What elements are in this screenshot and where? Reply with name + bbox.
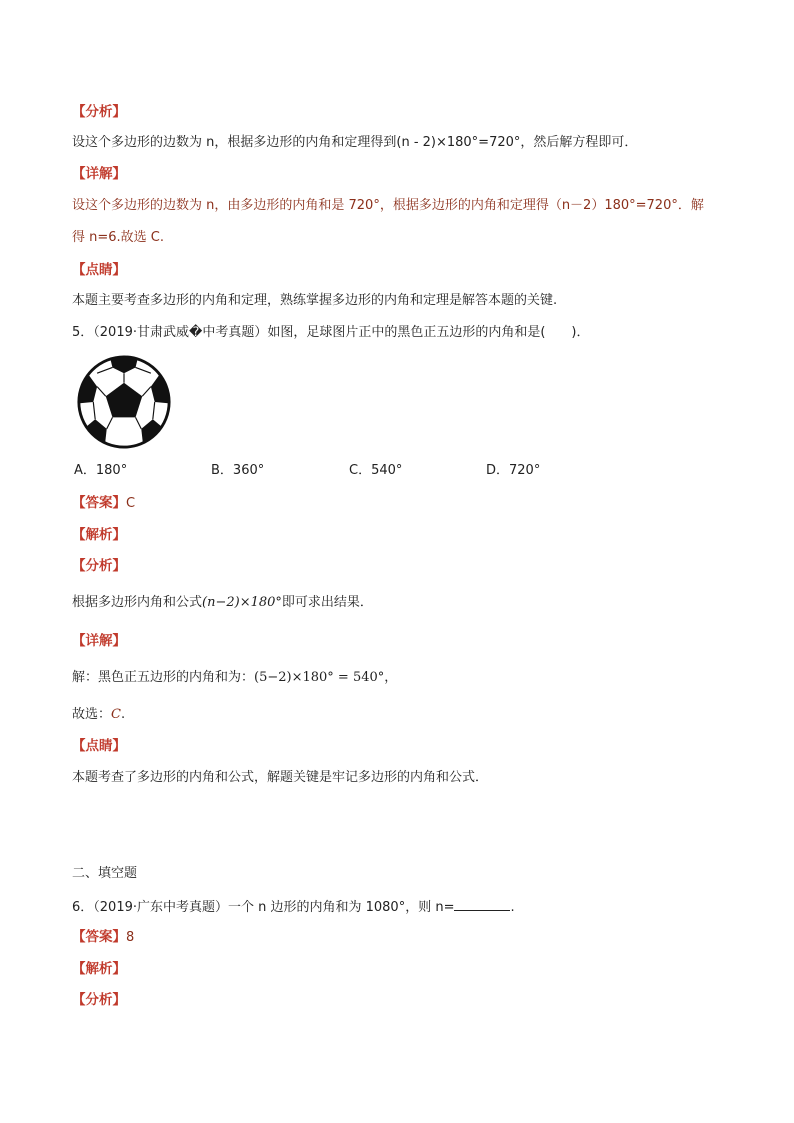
answer-value: 8 [126,930,135,945]
choose-line [72,706,125,724]
choose-post: . [120,707,126,722]
analysis-tag: 【分析】 [72,992,126,1008]
analysis-tag: 【分析】 [72,104,126,120]
detail-text [72,669,397,687]
option-d: D．720° [486,463,541,478]
section-title: 二、填空题 [72,866,138,881]
comment-tag: 【点睛】 [72,262,126,278]
detail-tag: 【详解】 [72,633,126,649]
question-6-stem-pre: 6．（2019·广东中考真题）一个 n 边形的内角和为 1080°，则 n= [72,900,455,915]
answer-blank [454,897,510,911]
option-a: A．180° [74,463,128,478]
analysis-text-post: 即可求出结果． [281,595,373,610]
detail-text-pre: 解：黑色正五边形的内角和为： [72,670,255,685]
question-6-stem [72,897,515,917]
soccer-ball-image [76,354,172,450]
analysis-tag: 【分析】 [72,558,126,574]
detail-text-line1: 设这个多边形的边数为 n，由多边形的内角和是 720°，根据多边形的内角和定理得（n－2）180°=720°．解 [72,198,704,213]
answer-tag: 【答案】 [72,495,126,511]
analysis-formula: (n−2)×180° [202,595,282,610]
detail-text-line2: 得 n=6.故选 C. [72,230,165,245]
option-b: B．360° [211,463,265,478]
detail-formula: (5−2)×180° = 540° [254,670,385,685]
comment-tag: 【点睛】 [72,738,126,754]
choose-value: C [111,707,121,722]
answer-line [72,494,135,513]
choose-pre: 故选： [72,707,112,722]
explain-tag: 【解析】 [72,961,126,977]
answer-tag: 【答案】 [72,929,126,945]
analysis-text: 设这个多边形的边数为 n，根据多边形的内角和定理得到(n - 2)×180°=720°，然后解方程即可． [72,135,638,150]
question-6-stem-post: . [510,900,515,915]
question-5-stem: 5．（2019·甘肃武威�中考真题）如图，足球图片正中的黑色正五边形的内角和是( )． [72,325,590,340]
comment-text: 本题考查了多边形的内角和公式，解题关键是牢记多边形的内角和公式． [72,770,489,785]
comment-text: 本题主要考查多边形的内角和定理，熟练掌握多边形的内角和定理是解答本题的关键. [72,293,558,308]
analysis-text [72,594,373,612]
answer-line [72,928,134,947]
explain-tag: 【解析】 [72,527,126,543]
detail-text-post: ， [384,670,398,685]
detail-tag: 【详解】 [72,166,126,182]
answer-value: C [126,496,136,511]
option-c: C．540° [349,463,403,478]
analysis-text-pre: 根据多边形内角和公式 [72,595,203,610]
